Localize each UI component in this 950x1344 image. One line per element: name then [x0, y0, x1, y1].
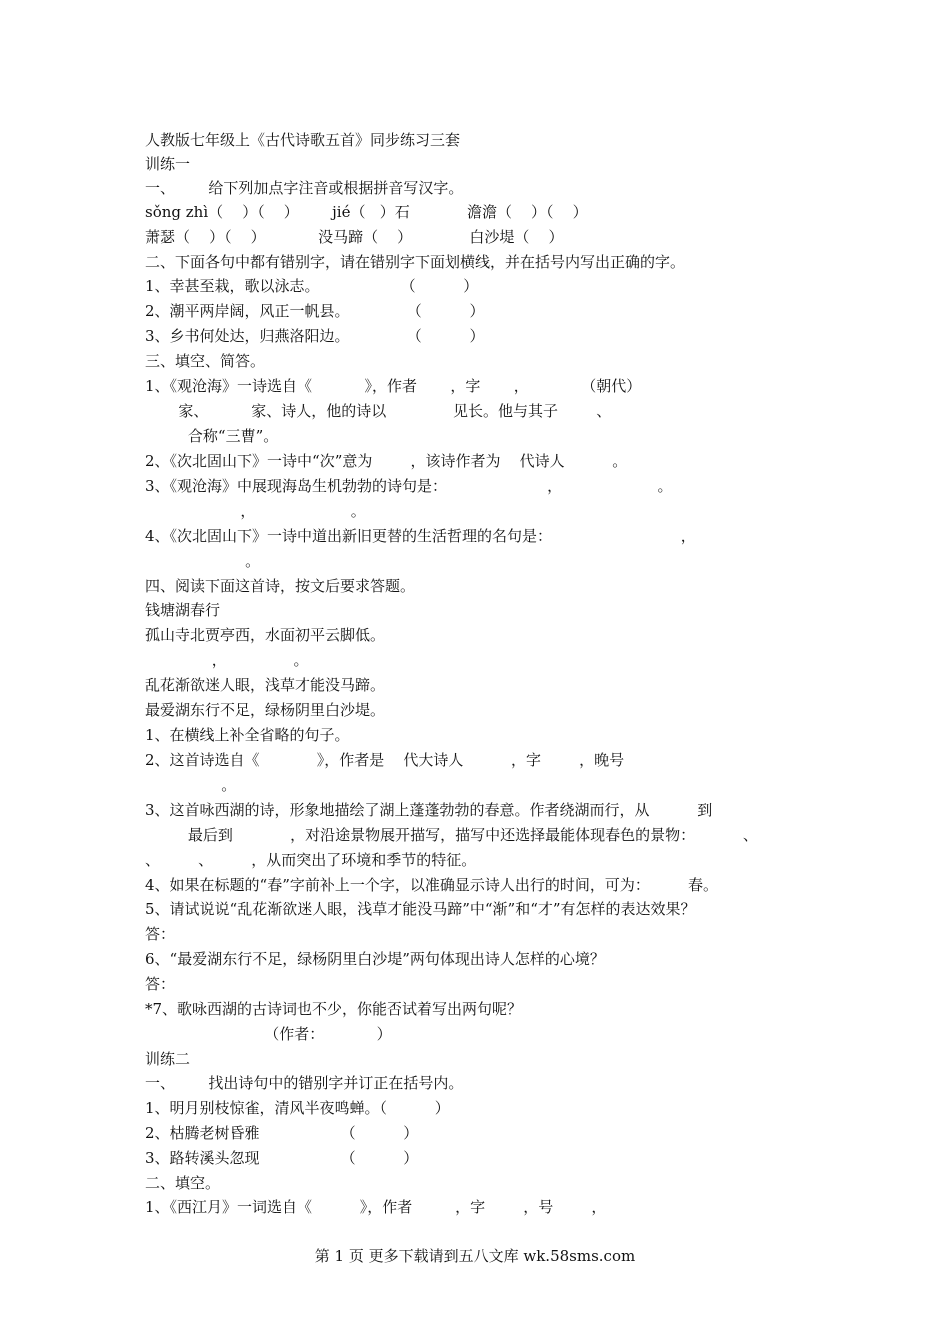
text-line: 2、潮平两岸阔，风正一帆县。 （ ） [145, 302, 485, 320]
text-line: 5、请试说说“乱花渐欲迷人眼，浅草才能没马蹄”中“渐”和“才”有怎样的表达效果？ [145, 900, 696, 918]
text-line: 1、幸甚至栽，歌以泳志。 （ ） [145, 277, 479, 295]
poem-line: 乱花渐欲迷人眼，浅草才能没马蹄。 [145, 676, 386, 694]
text-line: 。 [145, 776, 237, 794]
text-line: sǒng zhì（ ）（ ） jié（ ）石 澹澹（ ）（ ） [145, 203, 588, 221]
answer-label: 答： [145, 975, 176, 993]
text-line: 1、在横线上补全省略的句子。 [145, 726, 350, 744]
question-heading: 四、阅读下面这首诗，按文后要求答题。 [145, 577, 416, 595]
text-line: 、 、 ，从而突出了环境和季节的特征。 [145, 851, 477, 869]
question-heading: 三、填空、简答。 [145, 352, 266, 370]
poem-title: 钱塘湖春行 [145, 601, 221, 619]
text-line: 2、这首诗选自《 》，作者是 代大诗人 ，字 ，晚号 [145, 751, 625, 769]
text-line: *7、歌咏西湖的古诗词也不少，你能否试着写出两句呢？ [145, 1000, 523, 1018]
text-line: 2、《次北固山下》一诗中“次”意为 ，该诗作者为 代诗人 。 [145, 452, 628, 470]
text-line: 1、《西江月》一词选自《 》，作者 ，字 ，号 ， [145, 1198, 607, 1216]
text-line: ， 。 [145, 502, 366, 520]
question-heading: 一、 找出诗句中的错别字并订正在括号内。 [145, 1074, 464, 1092]
text-line: 合称“三曹”。 [145, 427, 279, 445]
poem-line: 孤山寺北贾亭西，水面初平云脚低。 [145, 626, 386, 644]
text-line: 6、“最爱湖东行不足，绿杨阴里白沙堤”两句体现出诗人怎样的心境？ [145, 950, 605, 968]
poem-line: 最爱湖东行不足，绿杨阴里白沙堤。 [145, 701, 386, 719]
section-heading: 训练二 [145, 1050, 191, 1068]
text-line: 1、《观沧海》一诗选自《 》，作者 ，字 ， （朝代） [145, 377, 642, 395]
text-line: （作者： ） [145, 1025, 392, 1043]
text-line: 最后到 ，对沿途景物展开描写，描写中还选择最能体现春色的景物： 、 [145, 826, 758, 844]
text-line: 3、路转溪头忽现 （ ） [145, 1149, 419, 1167]
text-line: 3、乡书何处达，归燕洛阳边。 （ ） [145, 327, 485, 345]
section-heading: 训练一 [145, 155, 191, 173]
text-line: 4、如果在标题的“春”字前补上一个字，以准确显示诗人出行的时间，可为： 春。 [145, 876, 719, 894]
text-line: 家、 家、诗人，他的诗以 见长。他与其子 、 [145, 402, 612, 420]
page-footer: 第 1 页 更多下载请到五八文库 wk.58sms.com [314, 1247, 636, 1265]
doc-title: 人教版七年级上《古代诗歌五首》同步练习三套 [145, 131, 461, 149]
answer-label: 答： [145, 925, 176, 943]
text-line: 4、《次北固山下》一诗中道出新旧更替的生活哲理的名句是： ， [145, 527, 696, 545]
text-line: 萧瑟（ ）（ ） 没马蹄（ ） 白沙堤（ ） [145, 228, 564, 246]
text-line: 2、枯腾老树昏雅 （ ） [145, 1124, 419, 1142]
question-heading: 二、下面各句中都有错别字，请在错别字下面划横线，并在括号内写出正确的字。 [145, 253, 686, 271]
question-heading: 一、 给下列加点字注音或根据拼音写汉字。 [145, 179, 464, 197]
question-heading: 二、填空。 [145, 1174, 221, 1192]
text-line: 3、《观沧海》中展现海岛生机勃勃的诗句是： ， 。 [145, 477, 673, 495]
poem-line: ， 。 [145, 651, 309, 669]
text-line: 3、这首咏西湖的诗，形象地描绘了湖上蓬蓬勃勃的春意。作者绕湖而行，从 到 [145, 801, 713, 819]
text-line: 。 [145, 552, 261, 570]
text-line: 1、明月别枝惊雀，清风半夜鸣蝉。（ ） [145, 1099, 450, 1117]
